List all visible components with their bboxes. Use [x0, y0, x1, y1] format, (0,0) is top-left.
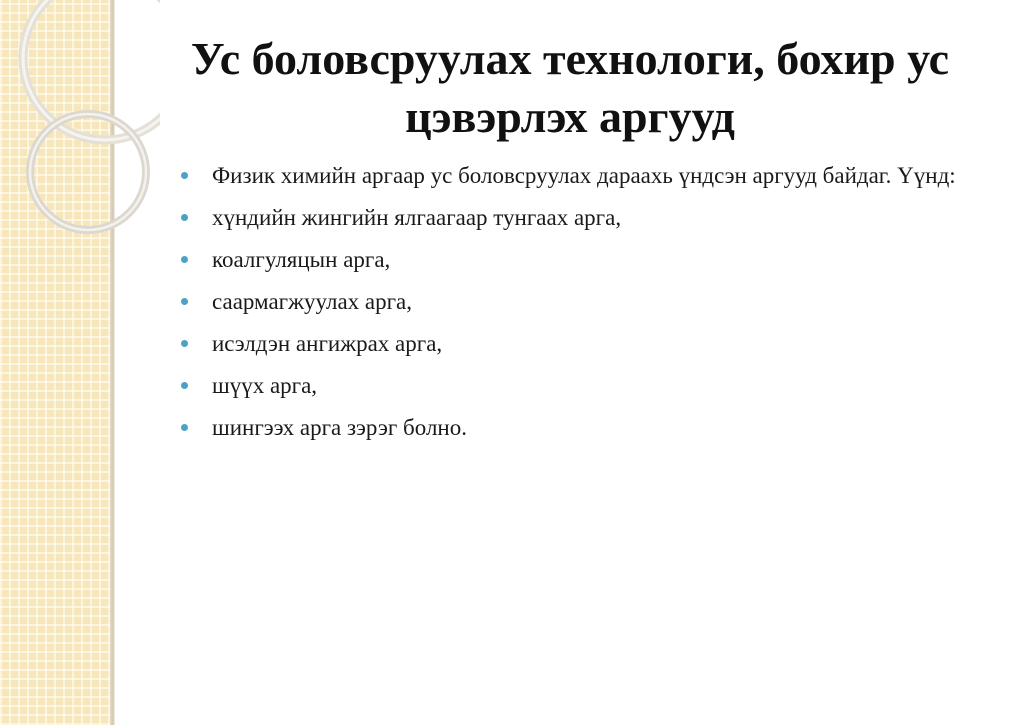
bullet-dot-icon [181, 298, 188, 305]
bullet-dot-icon [181, 382, 188, 389]
list-item-text: исэлдэн ангижрах арга, [212, 331, 443, 356]
list-item-text: шингээх арга зэрэг болно. [212, 415, 467, 440]
list-item [180, 412, 970, 443]
list-item [180, 328, 970, 359]
decorative-rings-icon [0, 0, 160, 260]
slide-title: Ус боловсруулах технологи, бохир ус цэвэрлэх аргууд [190, 33, 950, 142]
list-item-text: хүндийн жингийн ялгаагаар тунгаах арга, [212, 205, 622, 230]
list-item-text: Физик химийн аргаар ус боловсруулах дараахь үндсэн аргууд байдаг. Үүнд: [212, 163, 956, 188]
list-item [180, 202, 970, 233]
list-item [180, 244, 970, 275]
list-item-text: шүүх арга, [212, 373, 318, 398]
bullet-list [180, 160, 970, 454]
bullet-dot-icon [181, 340, 188, 347]
list-item [180, 160, 970, 191]
bullet-dot-icon [181, 214, 188, 221]
list-item [180, 286, 970, 317]
list-item-text: коалгуляцын арга, [212, 247, 391, 272]
list-item-text: саармагжуулах арга, [212, 289, 413, 314]
bullet-dot-icon [181, 424, 188, 431]
bullet-dot-icon [181, 256, 188, 263]
list-item [180, 370, 970, 401]
bullet-dot-icon [181, 172, 188, 179]
